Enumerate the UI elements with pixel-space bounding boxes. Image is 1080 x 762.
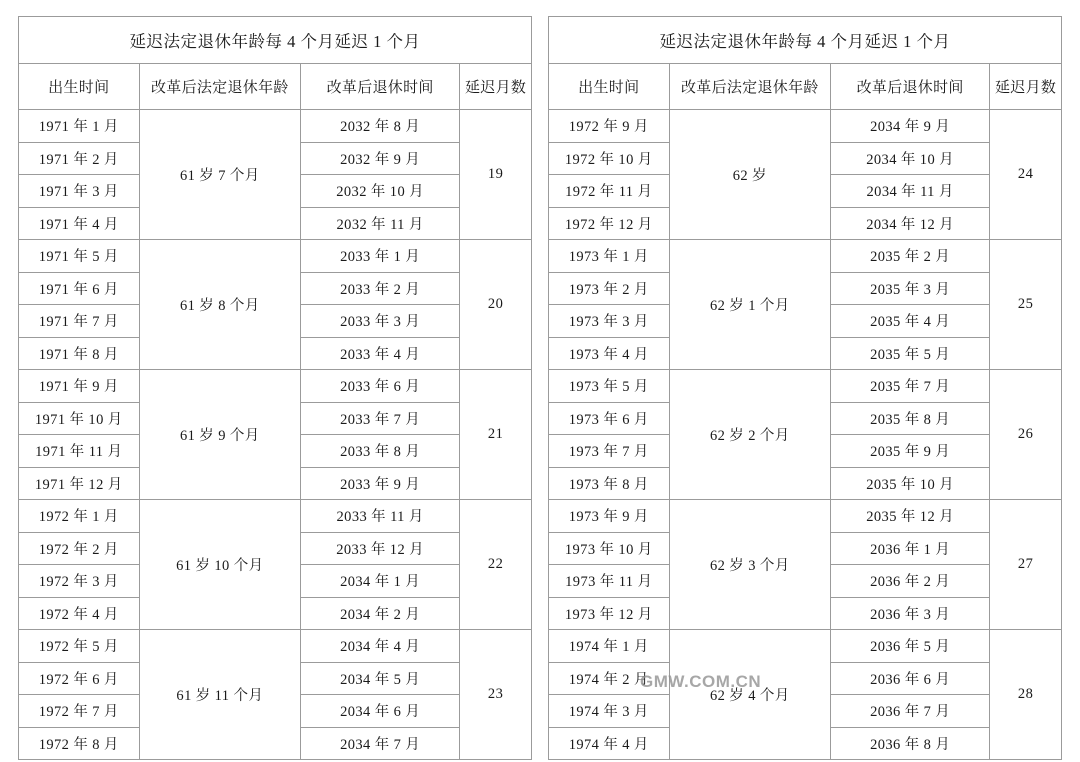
cell-birth-date: 1974 年 1 月 <box>549 630 670 663</box>
cell-retirement-time: 2034 年 11 月 <box>831 175 990 208</box>
cell-retirement-time: 2035 年 12 月 <box>831 500 990 533</box>
cell-legal-retirement-age: 61 岁 9 个月 <box>139 370 301 500</box>
cell-retirement-time: 2034 年 7 月 <box>301 727 460 760</box>
cell-birth-date: 1973 年 5 月 <box>549 370 670 403</box>
cell-birth-date: 1972 年 2 月 <box>19 532 140 565</box>
cell-legal-retirement-age: 61 岁 8 个月 <box>139 240 301 370</box>
cell-birth-date: 1973 年 3 月 <box>549 305 670 338</box>
table-row <box>19 630 532 663</box>
cell-retirement-time: 2036 年 6 月 <box>831 662 990 695</box>
cell-birth-date: 1971 年 3 月 <box>19 175 140 208</box>
table-body-right <box>549 17 1062 760</box>
cell-birth-date: 1972 年 9 月 <box>549 110 670 143</box>
cell-birth-date: 1972 年 8 月 <box>19 727 140 760</box>
cell-retirement-time: 2035 年 9 月 <box>831 435 990 468</box>
cell-birth-date: 1973 年 10 月 <box>549 532 670 565</box>
cell-retirement-time: 2034 年 12 月 <box>831 207 990 240</box>
cell-birth-date: 1973 年 6 月 <box>549 402 670 435</box>
cell-legal-retirement-age: 61 岁 10 个月 <box>139 500 301 630</box>
cell-retirement-time: 2033 年 1 月 <box>301 240 460 273</box>
cell-birth-date: 1971 年 2 月 <box>19 142 140 175</box>
cell-birth-date: 1971 年 1 月 <box>19 110 140 143</box>
cell-retirement-time: 2034 年 5 月 <box>301 662 460 695</box>
cell-retirement-time: 2036 年 5 月 <box>831 630 990 663</box>
cell-delay-months: 20 <box>460 240 532 370</box>
cell-birth-date: 1973 年 12 月 <box>549 597 670 630</box>
cell-birth-date: 1973 年 1 月 <box>549 240 670 273</box>
watermark: GMW.COM.CN <box>640 672 762 691</box>
cell-retirement-time: 2033 年 2 月 <box>301 272 460 305</box>
cell-retirement-time: 2034 年 9 月 <box>831 110 990 143</box>
column-header-delay-months: 延迟月数 <box>460 64 532 110</box>
cell-retirement-time: 2032 年 8 月 <box>301 110 460 143</box>
table-row <box>549 630 1062 663</box>
cell-birth-date: 1972 年 1 月 <box>19 500 140 533</box>
cell-retirement-time: 2036 年 2 月 <box>831 565 990 598</box>
cell-delay-months: 24 <box>990 110 1062 240</box>
cell-birth-date: 1972 年 4 月 <box>19 597 140 630</box>
table-left-container <box>18 16 540 752</box>
column-header-retire-time: 改革后退休时间 <box>301 64 460 110</box>
cell-delay-months: 26 <box>990 370 1062 500</box>
table-row <box>549 500 1062 533</box>
cell-birth-date: 1974 年 4 月 <box>549 727 670 760</box>
column-header-legal-age: 改革后法定退休年龄 <box>139 64 301 110</box>
table-header-row <box>19 64 532 110</box>
table-body-left <box>19 17 532 760</box>
cell-birth-date: 1971 年 9 月 <box>19 370 140 403</box>
table-right-container <box>540 16 1062 752</box>
table-title-row <box>549 17 1062 64</box>
cell-retirement-time: 2032 年 11 月 <box>301 207 460 240</box>
table-header-row <box>549 64 1062 110</box>
cell-legal-retirement-age: 62 岁 2 个月 <box>669 370 831 500</box>
column-header-delay-months: 延迟月数 <box>990 64 1062 110</box>
cell-retirement-time: 2034 年 6 月 <box>301 695 460 728</box>
cell-delay-months: 27 <box>990 500 1062 630</box>
table-row <box>549 240 1062 273</box>
cell-birth-date: 1973 年 8 月 <box>549 467 670 500</box>
cell-retirement-time: 2033 年 12 月 <box>301 532 460 565</box>
table-title: 延迟法定退休年龄每 4 个月延迟 1 个月 <box>549 17 1062 64</box>
cell-legal-retirement-age: 62 岁 3 个月 <box>669 500 831 630</box>
cell-birth-date: 1973 年 4 月 <box>549 337 670 370</box>
cell-retirement-time: 2033 年 3 月 <box>301 305 460 338</box>
cell-retirement-time: 2035 年 8 月 <box>831 402 990 435</box>
cell-birth-date: 1972 年 11 月 <box>549 175 670 208</box>
cell-retirement-time: 2033 年 8 月 <box>301 435 460 468</box>
cell-birth-date: 1972 年 3 月 <box>19 565 140 598</box>
table-row <box>19 240 532 273</box>
cell-retirement-time: 2035 年 10 月 <box>831 467 990 500</box>
cell-retirement-time: 2035 年 5 月 <box>831 337 990 370</box>
column-header-retire-time: 改革后退休时间 <box>831 64 990 110</box>
cell-delay-months: 23 <box>460 630 532 760</box>
cell-retirement-time: 2035 年 3 月 <box>831 272 990 305</box>
table-row <box>19 500 532 533</box>
cell-retirement-time: 2035 年 2 月 <box>831 240 990 273</box>
cell-retirement-time: 2033 年 11 月 <box>301 500 460 533</box>
cell-delay-months: 21 <box>460 370 532 500</box>
cell-legal-retirement-age: 61 岁 7 个月 <box>139 110 301 240</box>
table-row <box>19 110 532 143</box>
cell-retirement-time: 2033 年 6 月 <box>301 370 460 403</box>
cell-delay-months: 22 <box>460 500 532 630</box>
cell-retirement-time: 2036 年 1 月 <box>831 532 990 565</box>
cell-retirement-time: 2036 年 7 月 <box>831 695 990 728</box>
cell-retirement-time: 2035 年 7 月 <box>831 370 990 403</box>
column-header-birth: 出生时间 <box>549 64 670 110</box>
table-row <box>549 370 1062 403</box>
cell-birth-date: 1971 年 12 月 <box>19 467 140 500</box>
cell-retirement-time: 2035 年 4 月 <box>831 305 990 338</box>
table-row <box>19 370 532 403</box>
cell-retirement-time: 2036 年 3 月 <box>831 597 990 630</box>
cell-birth-date: 1972 年 7 月 <box>19 695 140 728</box>
cell-birth-date: 1971 年 5 月 <box>19 240 140 273</box>
cell-birth-date: 1971 年 8 月 <box>19 337 140 370</box>
cell-retirement-time: 2033 年 7 月 <box>301 402 460 435</box>
column-header-birth: 出生时间 <box>19 64 140 110</box>
cell-delay-months: 19 <box>460 110 532 240</box>
cell-birth-date: 1973 年 9 月 <box>549 500 670 533</box>
cell-birth-date: 1974 年 2 月 <box>549 662 670 695</box>
cell-birth-date: 1971 年 6 月 <box>19 272 140 305</box>
cell-birth-date: 1973 年 11 月 <box>549 565 670 598</box>
table-title-row <box>19 17 532 64</box>
cell-birth-date: 1971 年 7 月 <box>19 305 140 338</box>
cell-retirement-time: 2032 年 9 月 <box>301 142 460 175</box>
retirement-schedule-table-left <box>18 16 532 760</box>
cell-birth-date: 1972 年 6 月 <box>19 662 140 695</box>
cell-legal-retirement-age: 62 岁 1 个月 <box>669 240 831 370</box>
cell-birth-date: 1974 年 3 月 <box>549 695 670 728</box>
cell-birth-date: 1971 年 10 月 <box>19 402 140 435</box>
cell-birth-date: 1971 年 11 月 <box>19 435 140 468</box>
cell-retirement-time: 2033 年 4 月 <box>301 337 460 370</box>
cell-legal-retirement-age: 62 岁 <box>669 110 831 240</box>
cell-delay-months: 25 <box>990 240 1062 370</box>
cell-retirement-time: 2034 年 2 月 <box>301 597 460 630</box>
cell-birth-date: 1972 年 12 月 <box>549 207 670 240</box>
cell-legal-retirement-age: 62 岁 4 个月 <box>669 630 831 760</box>
cell-retirement-time: 2034 年 10 月 <box>831 142 990 175</box>
cell-retirement-time: 2036 年 8 月 <box>831 727 990 760</box>
cell-birth-date: 1973 年 7 月 <box>549 435 670 468</box>
cell-retirement-time: 2034 年 4 月 <box>301 630 460 663</box>
cell-legal-retirement-age: 61 岁 11 个月 <box>139 630 301 760</box>
cell-delay-months: 28 <box>990 630 1062 760</box>
cell-birth-date: 1973 年 2 月 <box>549 272 670 305</box>
cell-retirement-time: 2032 年 10 月 <box>301 175 460 208</box>
cell-retirement-time: 2034 年 1 月 <box>301 565 460 598</box>
cell-birth-date: 1971 年 4 月 <box>19 207 140 240</box>
column-header-legal-age: 改革后法定退休年龄 <box>669 64 831 110</box>
cell-birth-date: 1972 年 5 月 <box>19 630 140 663</box>
table-row <box>549 110 1062 143</box>
cell-birth-date: 1972 年 10 月 <box>549 142 670 175</box>
retirement-schedule-table-right <box>548 16 1062 760</box>
cell-retirement-time: 2033 年 9 月 <box>301 467 460 500</box>
table-title: 延迟法定退休年龄每 4 个月延迟 1 个月 <box>19 17 532 64</box>
